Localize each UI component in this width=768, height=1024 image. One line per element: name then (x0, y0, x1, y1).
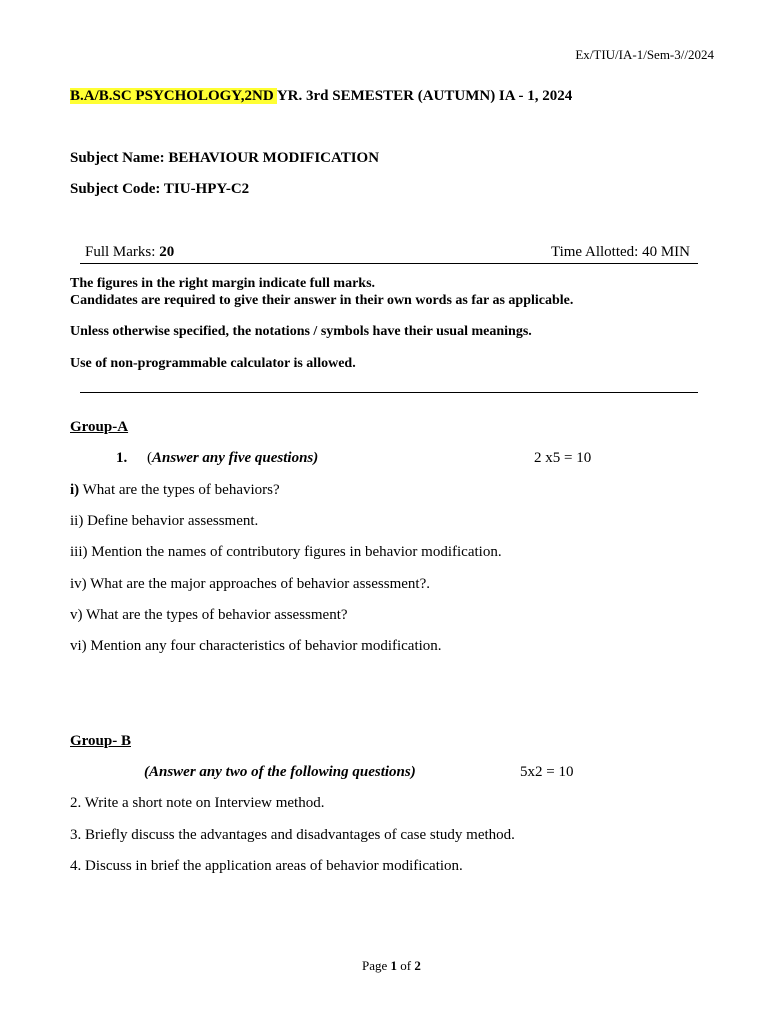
subject-name-label: Subject Name: (70, 150, 169, 166)
group-a-instruction-text: Answer any five questions) (152, 450, 319, 466)
instruction-line: Unless otherwise specified, the notations / symbols have their usual meanings. (70, 324, 532, 339)
question-item: iii) Mention the names of contributory figures in behavior modification. (70, 544, 502, 560)
course-highlighted-text: B.A/B.SC PSYCHOLOGY,2ND (70, 88, 277, 104)
page-label: Page (362, 958, 391, 973)
group-b-instruction: (Answer any two of the following questions) (144, 764, 416, 780)
question-item: 3. Briefly discuss the advantages and disadvantages of case study method. (70, 827, 515, 843)
group-a-marks: 2 x5 = 10 (534, 450, 592, 466)
page-number (362, 958, 421, 974)
instruction-line: Candidates are required to give their answer in their own words as far as applicable. (70, 293, 574, 308)
question-item: 2. Write a short note on Interview method. (70, 795, 325, 811)
horizontal-divider (80, 392, 698, 393)
group-a-heading: Group-A (70, 419, 129, 435)
subject-name-value: BEHAVIOUR MODIFICATION (168, 150, 380, 166)
course-title-rest: YR. 3rd SEMESTER (AUTUMN) IA - 1, 2024 (276, 88, 573, 104)
subject-code-value: TIU-HPY-C2 (163, 181, 250, 197)
question-item: vi) Mention any four characteristics of behavior modification. (70, 638, 442, 654)
group-a-instruction-paren: ( (147, 450, 152, 466)
subject-code-line (70, 181, 249, 198)
instruction-line: The figures in the right margin indicate full marks. (70, 276, 376, 291)
course-title (70, 88, 572, 105)
group-a-instruction (147, 450, 318, 467)
question-item: 4. Discuss in brief the application areas of behavior modification. (70, 858, 463, 874)
page-current: 1 (390, 958, 398, 973)
instruction-line: Use of non-programmable calculator is allowed. (70, 356, 356, 371)
full-marks-value: 20 (159, 244, 175, 260)
subject-code-label: Subject Code: (70, 181, 164, 197)
page-of: of (397, 958, 415, 973)
group-b-marks: 5x2 = 10 (520, 764, 574, 780)
question-item: v) What are the types of behavior assessment? (70, 607, 348, 623)
question-item: iv) What are the major approaches of behavior assessment?. (70, 576, 430, 592)
group-a-instruction-line (116, 450, 127, 467)
group-b-heading: Group- B (70, 733, 131, 749)
group-a-question-number: 1. (116, 450, 128, 466)
page-total: 2 (414, 958, 421, 973)
time-allotted: Time Allotted: 40 MIN (550, 244, 690, 260)
question-item (70, 482, 280, 499)
full-marks-label: Full Marks: (85, 244, 160, 260)
marks-time-row (80, 244, 698, 264)
subject-name-line (70, 150, 379, 167)
question-item: ii) Define behavior assessment. (70, 513, 259, 529)
question-text: What are the types of behaviors? (79, 482, 280, 498)
question-number: i) (70, 482, 80, 498)
full-marks (85, 244, 174, 261)
document-reference-code: Ex/TIU/IA-1/Sem-3//2024 (575, 47, 714, 62)
